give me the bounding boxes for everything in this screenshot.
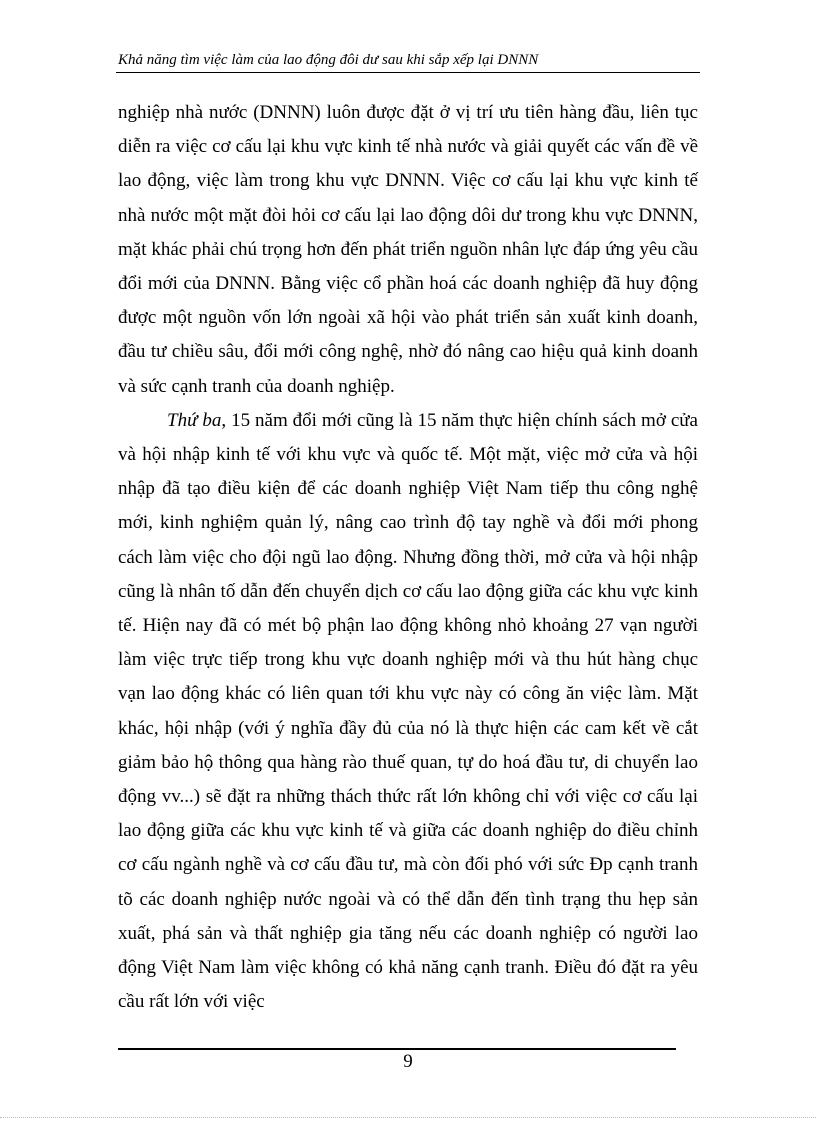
paragraph-2-text: , 15 năm đổi mới cũng là 15 năm thực hiện chính sách mở cửa và hội nhập kinh tế với khu vực và quốc tế. Một mặt, việc mở cửa và hội nhập đã tạo điều kiện để các doanh nghiệp Việt Nam tiếp thu công nghệ mới, kinh nghiệm quản lý, nâng cao trình độ tay nghề và đổi mới phong cách làm việc cho đội ngũ lao động. Nhưng đồng thời, mở cửa và hội nhập cũng là nhân tố dẫn đến chuyển dịch cơ cấu lao động giữa các khu vực kinh tế. Hiện nay đã có mét bộ phận lao động không nhỏ khoảng 27 vạn người làm việc trực tiếp trong khu vực doanh nghiệp mới và thu hút hàng chục vạn lao động khác có liên quan tới khu vực này có công ăn việc làm. Mặt khác, hội nhập (với ý nghĩa đầy đủ của nó là thực hiện các cam kết về cắt giảm bảo hộ thông qua hàng rào thuế quan, tự do hoá đầu tư, di chuyển lao động vv...) sẽ đặt ra những thách thức rất lớn không chỉ với việc cơ cấu lại lao động giữa các khu vực kinh tế và giữa các doanh nghiệp do điều chỉnh cơ cấu ngành nghề và cơ cấu đầu tư, mà còn đối phó với sức Đp cạnh tranh tõ các doanh nghiệp nước ngoài và có thể dẫn đến tình trạng thu hẹp sản xuất, phá sản và thất nghiệp gia tăng nếu các doanh nghiệp có người lao động Việt Nam làm việc không có khả năng cạnh tranh. Điều đó đặt ra yêu cầu rất lớn với việc xyxy=(118,409,698,1013)
paragraph-2 xyxy=(118,404,698,1020)
page-bottom-border xyxy=(0,1117,816,1118)
body-text xyxy=(118,96,698,1019)
page-number: 9 xyxy=(403,1051,413,1072)
running-header: Khả năng tìm việc làm của lao động đôi dư sau khi sắp xếp lại DNNN xyxy=(118,52,539,68)
paragraph-2-lead-in: Thứ ba xyxy=(167,409,222,431)
paragraph-1: nghiệp nhà nước (DNNN) luôn được đặt ở vị trí ưu tiên hàng đầu, liên tục diễn ra việc cơ cấu lại khu vực kinh tế nhà nước và giải quyết các vấn đề về lao động, việc làm trong khu vực DNNN. Việc cơ cấu lại khu vực kinh tế nhà nước một mặt đòi hỏi cơ cấu lại lao động dôi dư trong khu vực DNNN, mặt khác phải chú trọng hơn đến phát triển nguồn nhân lực đáp ứng yêu cầu đổi mới của DNNN. Bằng việc cổ phần hoá các doanh nghiệp đã huy động được một nguồn vốn lớn ngoài xã hội vào phát triển sản xuất kinh doanh, đầu tư chiều sâu, đổi mới công nghệ, nhờ đó nâng cao hiệu quả kinh doanh và sức cạnh tranh của doanh nghiệp. xyxy=(118,102,698,397)
header-divider xyxy=(116,72,700,73)
